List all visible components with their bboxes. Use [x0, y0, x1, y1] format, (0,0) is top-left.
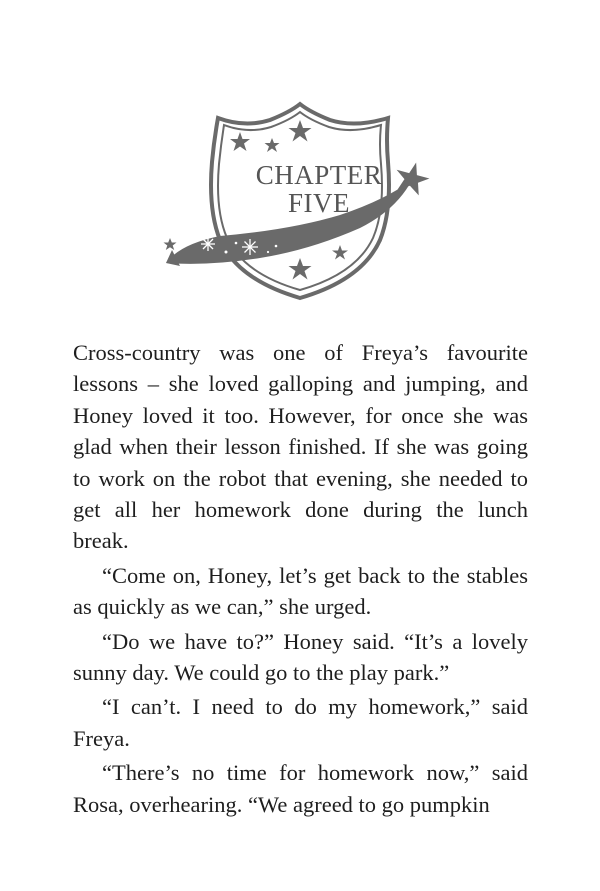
- chapter-title-line2: FIVE: [288, 188, 350, 218]
- paragraph: “There’s no time for homework now,” said Rosa, overhearing. “We agreed to go pumpkin: [73, 760, 528, 817]
- chapter-body: [73, 337, 528, 823]
- paragraph: “I can’t. I need to do my homework,” said Freya.: [73, 694, 528, 751]
- chapter-emblem: [150, 100, 450, 310]
- paragraph: Cross-country was one of Freya’s favourite lessons – she loved galloping and jumping, and Honey loved it too. However, for once she was glad when their lesson finished. If she was going to work on the robot that evening, she needed to get all her homework done during the lunch break.: [73, 340, 528, 554]
- paragraph: “Do we have to?” Honey said. “It’s a lovely sunny day. We could go to the play park.”: [73, 628, 528, 686]
- paragraph: “Come on, Honey, let’s get back to the stables as quickly as we can,” she urged.: [73, 562, 528, 620]
- chapter-title-line1: CHAPTER: [255, 160, 383, 190]
